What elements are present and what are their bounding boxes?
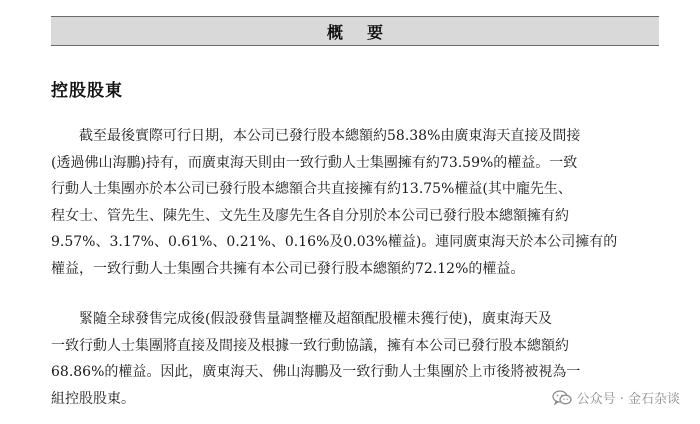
summary-header-band (51, 16, 659, 46)
page-title: 概要 (326, 22, 407, 42)
paragraph-line: 9.57%、3.17%、0.61%、0.21%、0.16%及0.03%權益)。連同廣東海天於本公司擁有的 (51, 234, 618, 251)
paragraph-line: 一致行動人士集團將直接及間接及根據一致行動協議，擁有本公司已發行股本總額約 (51, 337, 569, 354)
paragraph-line: (透過佛山海鵬)持有，而廣東海天則由一致行動人士集團擁有約73.59%的權益。一致 (51, 154, 578, 171)
paragraph-line: 權益，一致行動人士集團合共擁有本公司已發行股本總額約72.12%的權益。 (51, 260, 525, 277)
paragraph-line: 組控股股東。 (51, 390, 135, 407)
paragraph-line: 截至最後實際可行日期，本公司已發行股本總額約58.38%由廣東海天直接及間接 (79, 128, 581, 144)
paragraph-line: 68.86%的權益。因此，廣東海天、佛山海鵬及一致行動人士集團於上市後將被視為一 (51, 364, 581, 381)
watermark (548, 386, 684, 409)
paragraph-line: 行動人士集團亦於本公司已發行股本總額合共直接擁有約13.75%權益(其中龐先生、 (51, 181, 572, 198)
paragraph-line: 緊隨全球發售完成後(假設發售量調整權及超額配股權未獲行使)，廣東海天及 (79, 311, 552, 327)
paragraph-shareholding (51, 123, 671, 283)
paragraph-line: 程女士、管先生、陳先生、文先生及廖先生各自分別於本公司已發行股本總額擁有約 (51, 207, 569, 224)
section-heading: 控股股東 (51, 81, 123, 101)
wechat-icon (552, 390, 572, 406)
watermark-text: 公众号 · 金石杂谈 (576, 392, 680, 407)
